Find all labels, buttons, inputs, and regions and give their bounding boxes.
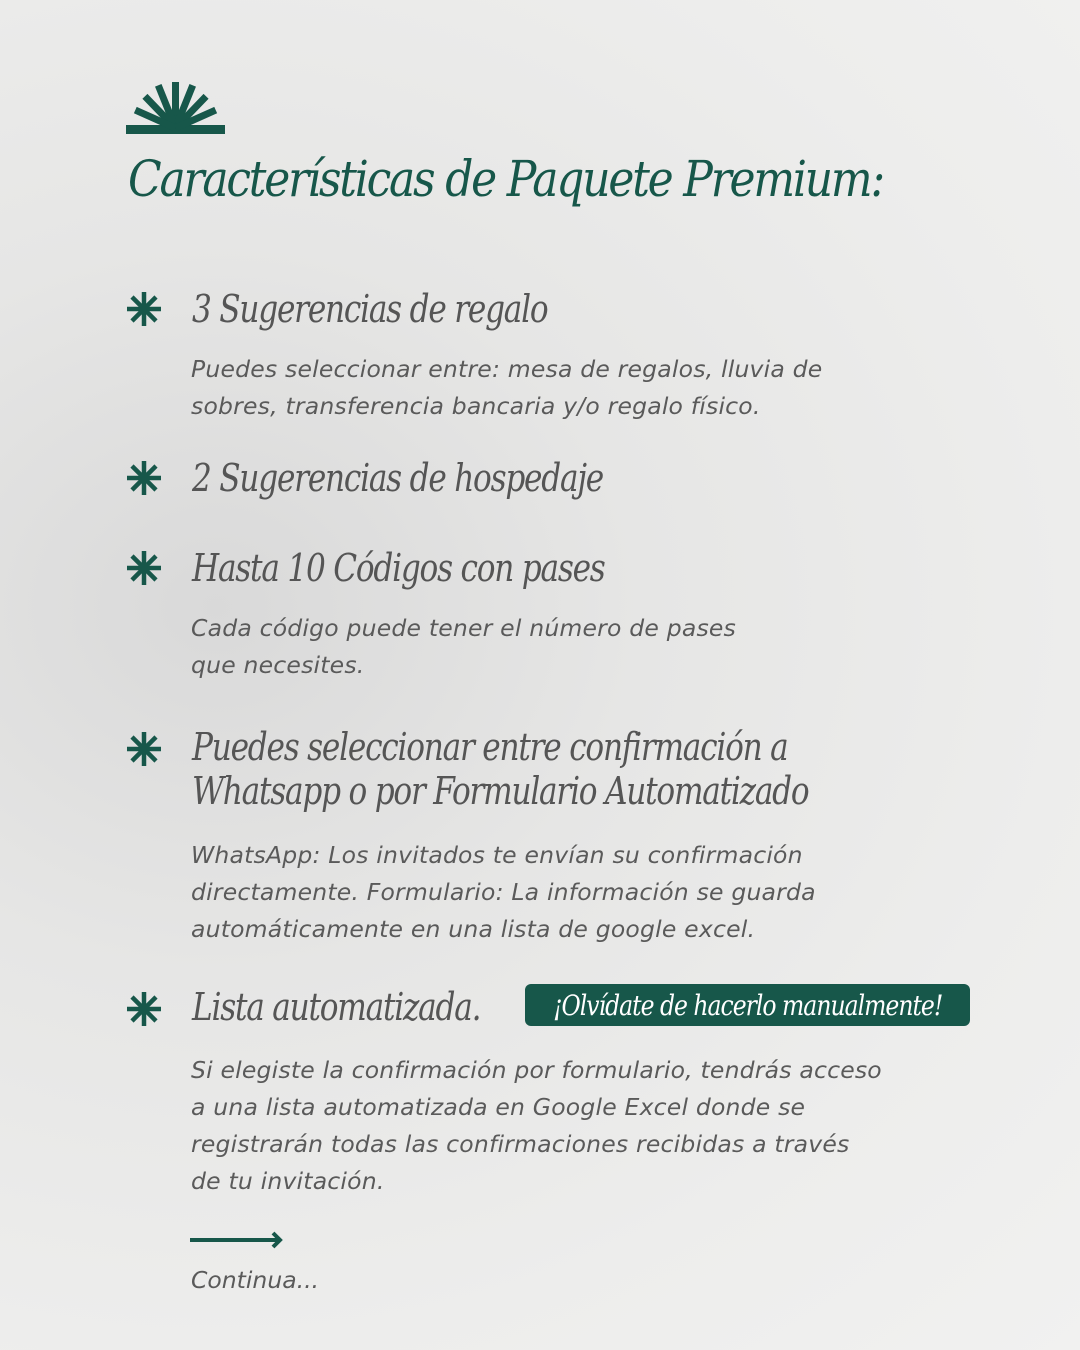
asterisk-icon xyxy=(124,729,164,769)
asterisk-icon xyxy=(124,989,164,1029)
feature-description: Puedes seleccionar entre: mesa de regalos, lluvia de sobres, transferencia bancaria y/o regalo físico. xyxy=(191,355,823,420)
feature-title: Lista automatizada. xyxy=(192,985,481,1029)
feature-title: Hasta 10 Códigos con pases xyxy=(192,546,605,590)
feature-description: WhatsApp: Los invitados te envían su confirmación directamente. Formulario: La información se guarda automáticamente en una lista de google excel. xyxy=(191,841,816,943)
asterisk-icon xyxy=(124,548,164,588)
feature-description: Cada código puede tener el número de pases que necesites. xyxy=(191,614,736,679)
page-title: Características de Paquete Premium: xyxy=(128,150,884,208)
badge-label: ¡Olvídate de hacerlo manualmente! xyxy=(552,988,943,1022)
sunburst-icon xyxy=(126,82,225,135)
feature-title: 2 Sugerencias de hospedaje xyxy=(192,456,603,500)
asterisk-icon xyxy=(124,289,164,329)
asterisk-icon xyxy=(124,458,164,498)
continue-label[interactable]: Continua... xyxy=(191,1266,320,1294)
highlight-badge xyxy=(525,984,970,1026)
arrow-right-icon[interactable] xyxy=(190,1230,285,1250)
feature-title: Puedes seleccionar entre confirmación a Whatsapp o por Formulario Automatizado xyxy=(192,725,809,813)
feature-description: Si elegiste la confirmación por formulario, tendrás acceso a una lista automatizada en Google Excel donde se registrarán todas las confirmaciones recibidas a través de tu invitación. xyxy=(191,1056,882,1195)
feature-title: 3 Sugerencias de regalo xyxy=(192,287,548,331)
